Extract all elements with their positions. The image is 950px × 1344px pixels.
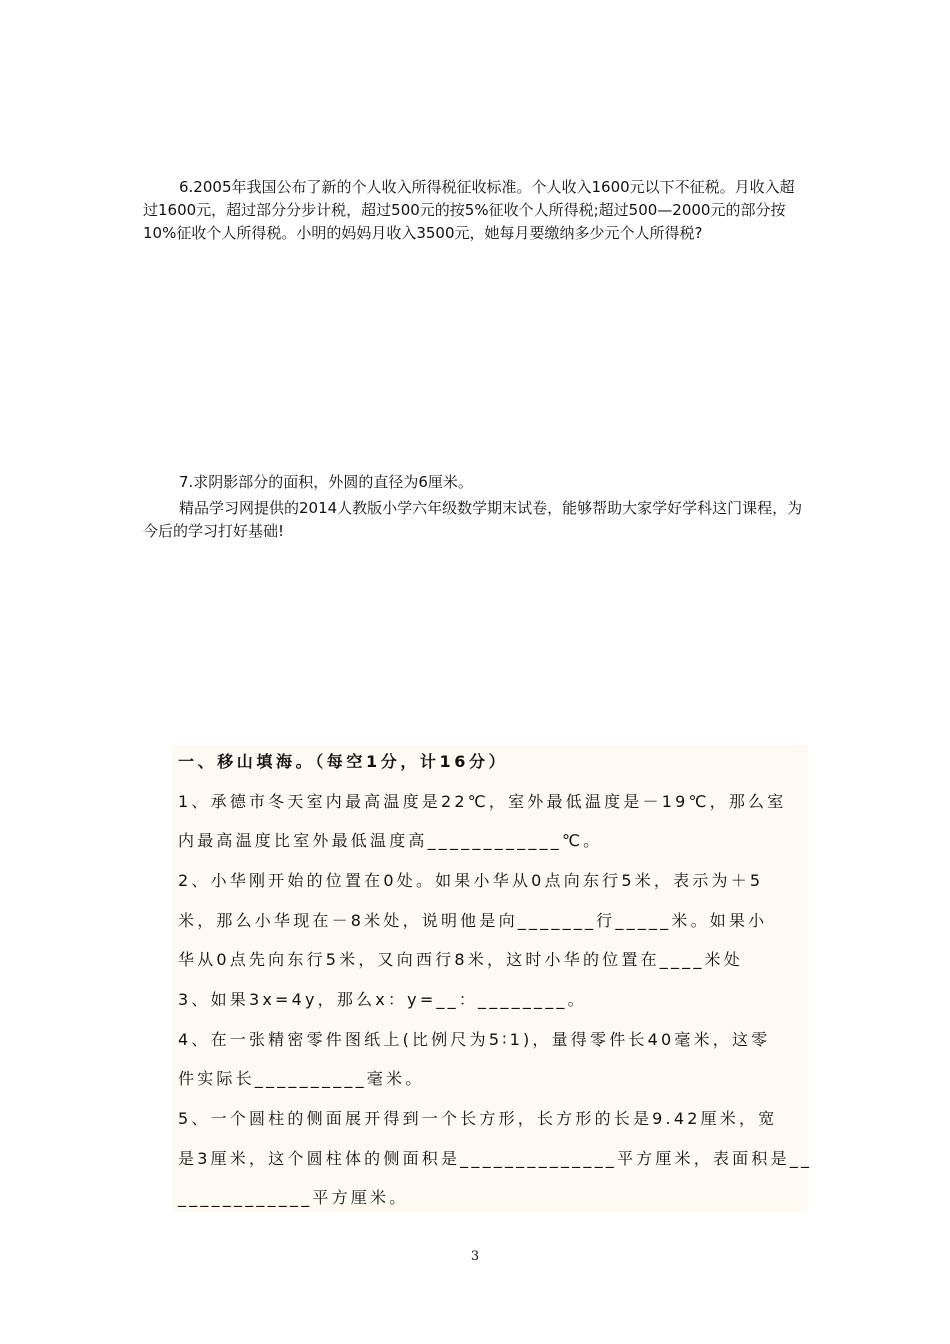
section-line: 华从0点先向东行5米，又向西行8米，这时小华的位置在____米处 <box>178 950 743 969</box>
section-line: 4、在一张精密零件图纸上(比例尺为5∶1)，量得零件长40毫米，这零 <box>178 1030 771 1049</box>
problem-7-text: 7.求阴影部分的面积，外圆的直径为6厘米。 <box>179 473 473 491</box>
section-line: 5、一个圆柱的侧面展开得到一个长方形，长方形的长是9.42厘米，宽 <box>178 1109 778 1128</box>
section-line: 是3厘米，这个圆柱体的侧面积是______________平方厘米，表面积是__ <box>178 1149 813 1168</box>
section-line: 1、承德市冬天室内最高温度是22℃，室外最低温度是－19℃，那么室 <box>178 792 787 811</box>
section-heading: 一、移山填海。（每空1分，计16分） <box>178 752 509 771</box>
promo-text: 精品学习网提供的2014人教版小学六年级数学期末试卷，能够帮助大家学好学科这门课程，为今后的学习打好基础! <box>143 499 803 540</box>
section-line: 件实际长__________毫米。 <box>178 1069 425 1088</box>
section-line: 内最高温度比室外最低温度高____________℃。 <box>178 831 603 850</box>
fill-in-section-background <box>172 745 808 1212</box>
section-line: ____________平方厘米。 <box>178 1188 409 1207</box>
problem-6-text: 6.2005年我国公布了新的个人收入所得税征收标准。个人收入1600元以下不征税。月收入超过1600元，超过部分分步计税，超过500元的按5%征收个人所得税;超过500—2000元的部分按10%征收个人所得税。小明的妈妈月收入3500元，她每月要缴纳多少元个人所得税? <box>143 178 795 242</box>
section-line: 3、如果3x=4y，那么x：y=__：________。 <box>178 990 587 1009</box>
page-number: 3 <box>470 1249 480 1264</box>
section-line: 2、小华刚开始的位置在0处。如果小华从0点向东行5米，表示为＋5 <box>178 871 764 890</box>
section-line: 米，那么小华现在－8米处，说明他是向_______行_____米。如果小 <box>178 911 768 930</box>
